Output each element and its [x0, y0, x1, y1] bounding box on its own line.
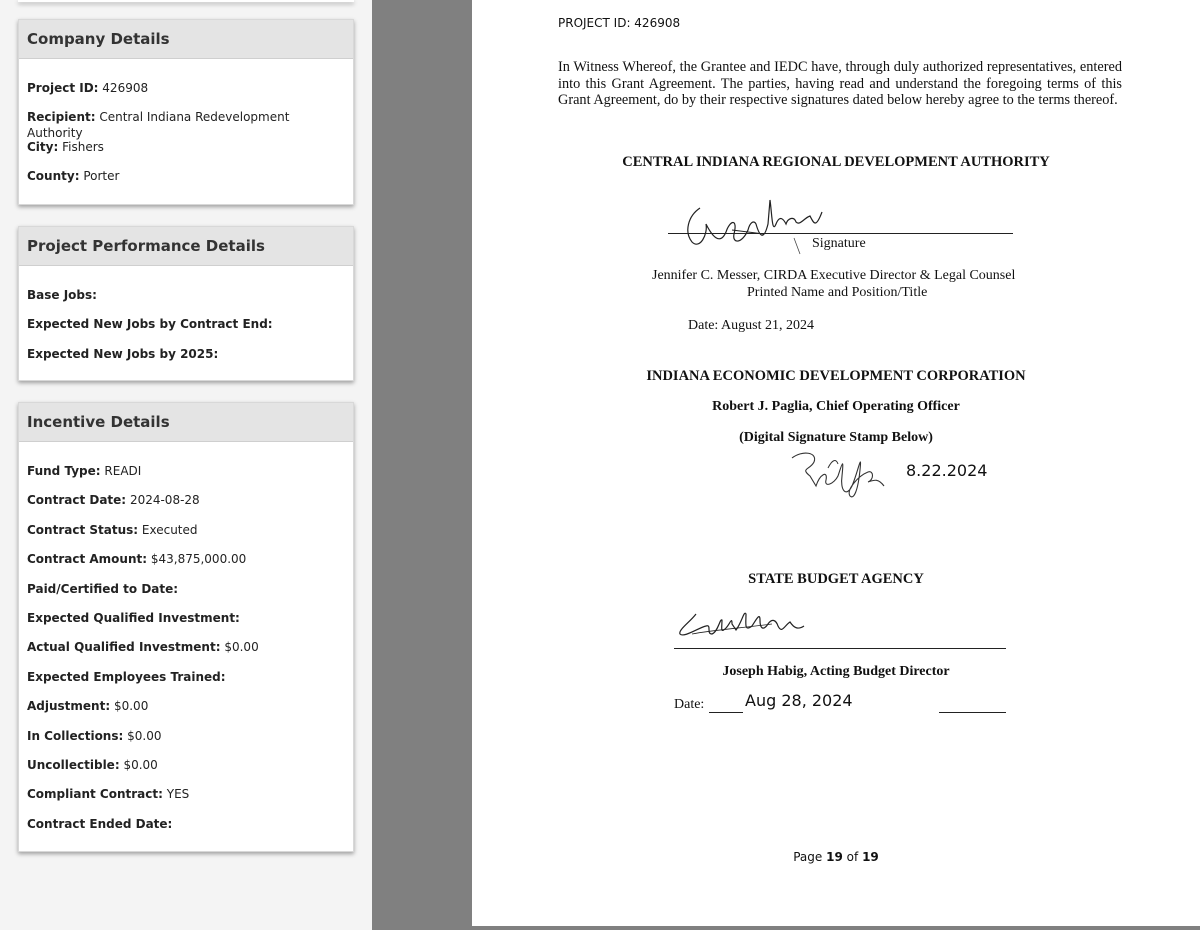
- detail-field: [27, 522, 345, 551]
- detail-field-label: Contract Ended Date:: [27, 816, 173, 831]
- company-details-fields: [19, 59, 353, 204]
- sba-date-line-right: [939, 712, 1006, 713]
- detail-field: [27, 639, 345, 668]
- iedc-stamp-date: 8.22.2024: [906, 461, 988, 480]
- document-viewer[interactable]: [372, 0, 1200, 930]
- witness-paragraph: In Witness Whereof, the Grantee and IEDC have, through duly authorized representatives, entered into this Grant Agreement. The parties, having read and understand the foregoing terms of this Grant Agreement, do by their respective signatures dated below hereby agree to the terms thereof.: [558, 59, 1122, 108]
- iedc-signature-stamp: [788, 446, 894, 504]
- detail-field: [27, 287, 345, 316]
- detail-field-label: City:: [27, 139, 59, 154]
- detail-field-value: Executed: [141, 522, 198, 537]
- detail-field-label: Project ID:: [27, 81, 99, 95]
- detail-field-value: 426908: [102, 81, 149, 95]
- detail-field-value: $43,875,000.00: [150, 552, 247, 567]
- sba-signature: [672, 604, 812, 644]
- page-of-word: of: [846, 850, 859, 864]
- page-current: 19: [826, 850, 843, 864]
- iedc-stamp-note: (Digital Signature Stamp Below): [739, 430, 933, 445]
- cirda-signer-caption: Printed Name and Position/Title: [747, 285, 928, 300]
- sba-heading: STATE BUDGET AGENCY: [748, 571, 924, 587]
- detail-field-label: Expected New Jobs by Contract End:: [27, 317, 273, 332]
- detail-field: [27, 610, 345, 639]
- sba-date-label: Date:: [674, 697, 705, 712]
- detail-field-value: READI: [104, 464, 142, 478]
- cirda-heading: CENTRAL INDIANA REGIONAL DEVELOPMENT AUTHORITY: [622, 154, 1050, 170]
- page-total: 19: [862, 850, 879, 864]
- detail-field-value: Porter: [83, 169, 120, 184]
- detail-field-label: Adjustment:: [27, 699, 111, 714]
- detail-field-label: Contract Date:: [27, 493, 127, 508]
- cirda-date: Date: August 21, 2024: [688, 318, 814, 333]
- detail-field: [27, 109, 345, 141]
- detail-field: [27, 492, 345, 521]
- detail-field-label: County:: [27, 169, 80, 184]
- detail-field: [27, 551, 345, 580]
- incentive-details-header: Incentive Details: [19, 403, 353, 442]
- previous-card-bottom: [18, 0, 354, 2]
- detail-field-value: $0.00: [123, 757, 158, 772]
- sba-signer: Joseph Habig, Acting Budget Director: [722, 664, 950, 679]
- detail-field: [27, 698, 345, 727]
- detail-field-label: Compliant Contract:: [27, 787, 163, 802]
- cirda-signature-caption: Signature: [812, 236, 866, 251]
- performance-details-header: Project Performance Details: [19, 227, 353, 266]
- detail-field: [27, 80, 345, 109]
- detail-field: [27, 669, 345, 698]
- iedc-signer: Robert J. Paglia, Chief Operating Officer: [712, 399, 960, 414]
- cirda-signature-line: [668, 233, 1013, 234]
- incentive-details-card: [18, 402, 354, 852]
- project-id-header: PROJECT ID: 426908: [558, 16, 681, 30]
- detail-field: [27, 316, 345, 345]
- sba-date-line-left: [709, 712, 743, 713]
- company-details-card: [18, 19, 354, 205]
- performance-details-card: [18, 226, 354, 381]
- detail-field-value: $0.00: [224, 640, 259, 655]
- detail-field: [27, 346, 345, 375]
- performance-details-fields: [19, 266, 353, 381]
- detail-field-label: Expected Qualified Investment:: [27, 610, 240, 625]
- detail-field-label: In Collections:: [27, 728, 124, 743]
- page-footer: [472, 850, 1200, 864]
- page-word: Page: [793, 850, 823, 864]
- detail-field-value: 2024-08-28: [129, 493, 200, 508]
- detail-field-label: Expected Employees Trained:: [27, 669, 226, 684]
- detail-field-label: Expected New Jobs by 2025:: [27, 346, 219, 361]
- iedc-heading: INDIANA ECONOMIC DEVELOPMENT CORPORATION: [646, 368, 1026, 384]
- sba-signature-line: [674, 648, 1006, 649]
- detail-field-label: Base Jobs:: [27, 288, 97, 302]
- detail-field-label: Recipient:: [27, 110, 96, 125]
- detail-field-label: Contract Amount:: [27, 552, 148, 567]
- document-page: [472, 0, 1200, 926]
- detail-field: [27, 139, 345, 168]
- detail-field-value: $0.00: [127, 728, 162, 743]
- detail-field-label: Paid/Certified to Date:: [27, 581, 179, 596]
- detail-field-label: Uncollectible:: [27, 757, 120, 772]
- detail-field-label: Fund Type:: [27, 464, 101, 478]
- detail-field: [27, 786, 345, 815]
- detail-field-value: YES: [166, 787, 190, 802]
- detail-field-label: Contract Status:: [27, 522, 139, 537]
- detail-field: [27, 728, 345, 757]
- company-details-header: Company Details: [19, 20, 353, 59]
- sba-date-value: Aug 28, 2024: [745, 691, 853, 710]
- details-sidebar: [0, 0, 372, 930]
- detail-field-value: Central Indiana Redevelopment Authority: [27, 110, 290, 141]
- detail-field-label: Actual Qualified Investment:: [27, 640, 221, 655]
- detail-field-value: $0.00: [113, 699, 149, 714]
- detail-field: [27, 463, 345, 492]
- detail-field: [27, 757, 345, 786]
- cirda-signer-name: Jennifer C. Messer, CIRDA Executive Director & Legal Counsel: [652, 268, 1016, 283]
- incentive-details-fields: [19, 442, 353, 851]
- detail-field: [27, 581, 345, 610]
- detail-field-value: Fishers: [62, 139, 104, 154]
- detail-field: [27, 168, 345, 197]
- cirda-signature: [672, 194, 832, 258]
- detail-field: [27, 816, 345, 845]
